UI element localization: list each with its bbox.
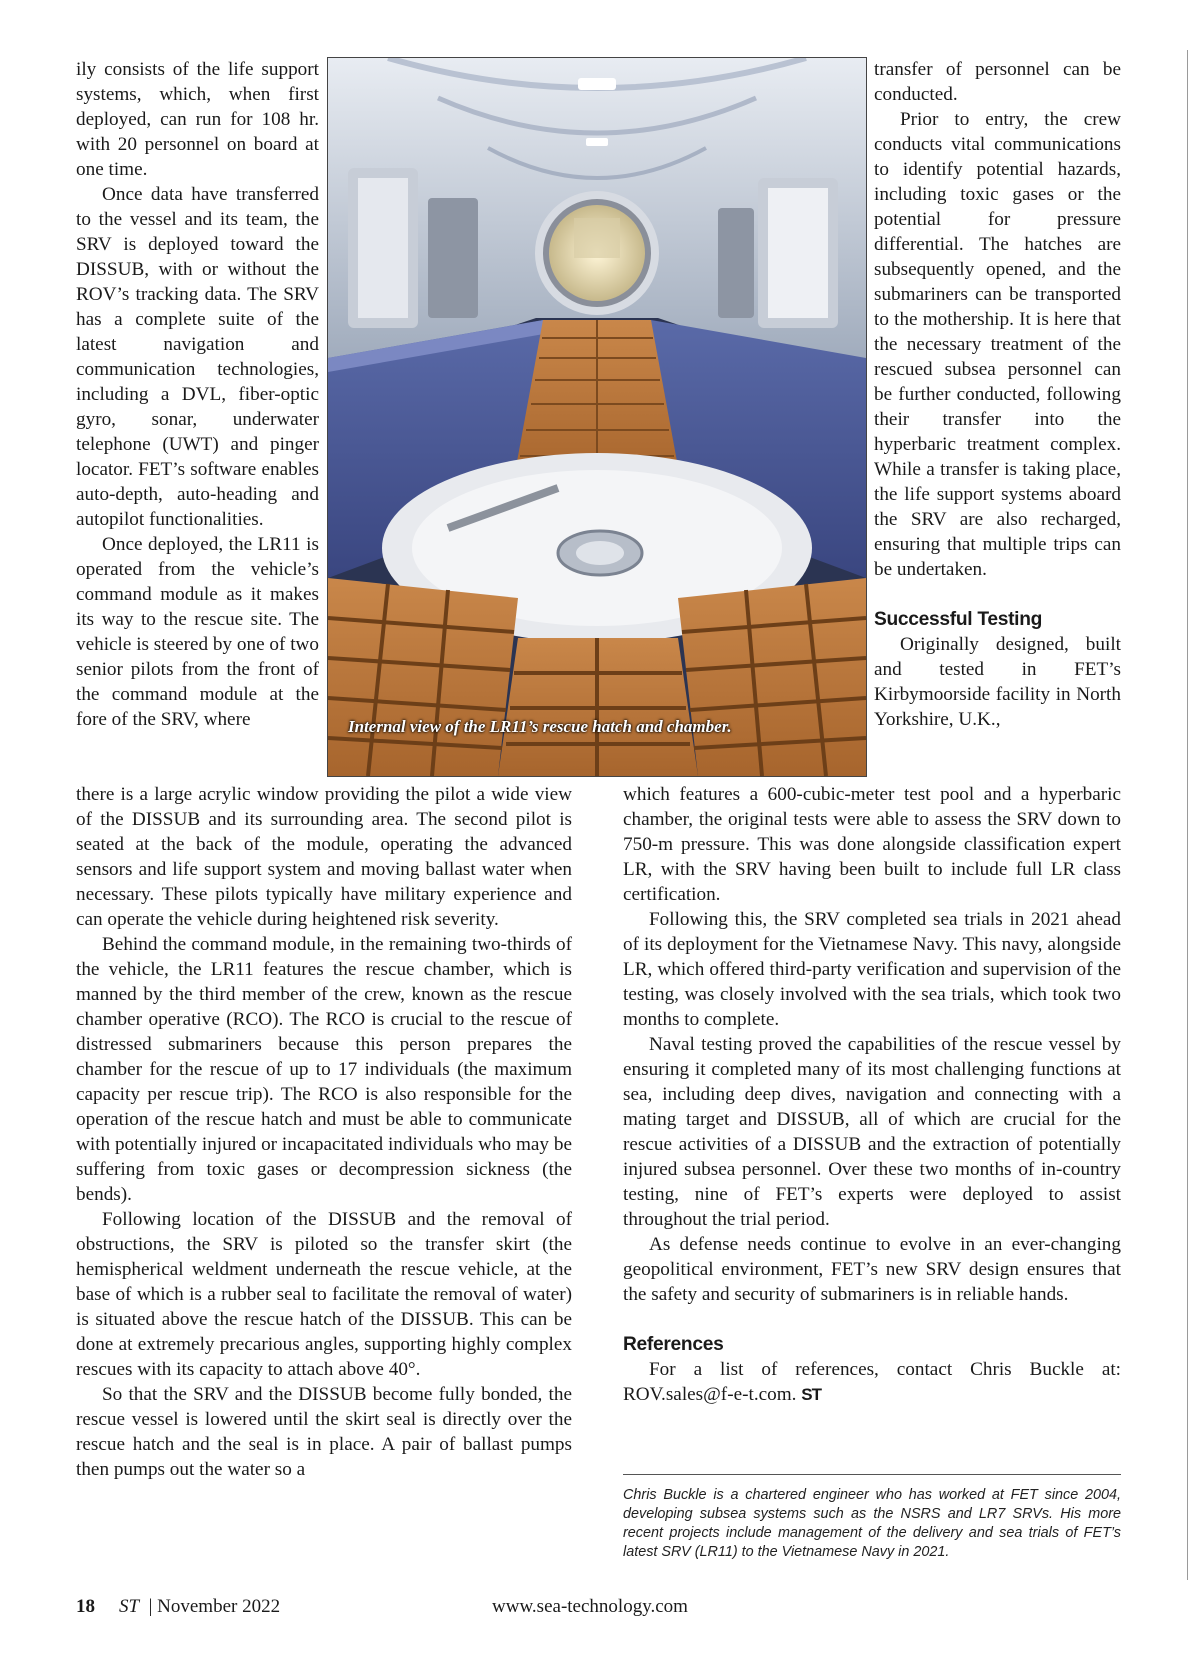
- paragraph: Originally designed, built and tested in FET’s Kirbymoorside facility in North Yorkshire, U.K.,: [874, 634, 1121, 730]
- references-heading: References: [623, 1334, 724, 1355]
- left-column-top: [76, 57, 319, 732]
- section-heading: Successful Testing: [874, 609, 1043, 630]
- page-number: 18: [76, 1596, 95, 1617]
- references-paragraph: [623, 1357, 1121, 1407]
- paragraph: Prior to entry, the crew conducts vital communications to identify potential hazards, including toxic gases or the potential for pressure differential. The hatches are subsequently opened, and the submariners can be transported to the mothership. It is here that the necessary treatment of the rescued subsea personnel can be further conducted, following their transfer into the hyperbaric treatment complex. While a transfer is taking place, the life support systems aboard the SRV are also recharged, ensuring that multiple trips can be undertaken.: [874, 109, 1121, 580]
- paragraph: there is a large acrylic window providing the pilot a wide view of the DISSUB and its surrounding area. The second pilot is seated at the back of the module, operating the advanced sensors and life support system and moving ballast water when necessary. These pilots typically have military experience and can operate the vehicle during heightened risk severity.: [76, 784, 572, 930]
- footer-url[interactable]: www.sea-technology.com: [492, 1596, 688, 1617]
- paragraph: transfer of personnel can be conducted.: [874, 59, 1121, 105]
- paragraph: So that the SRV and the DISSUB become fully bonded, the rescue vessel is lowered until the skirt seal is directly over the rescue hatch and the seal is in place. A pair of ballast pumps then pumps out the water so a: [76, 1384, 572, 1480]
- rescue-chamber-illustration: [328, 58, 866, 776]
- paragraph: Naval testing proved the capabilities of the rescue vessel by ensuring it completed many of its most challenging functions at sea, including deep dives, navigation and connecting with a mating target and DISSUB, all of which are crucial for the rescue activities of a DISSUB and the extraction of potentially injured subsea personnel. Over these two months of in-country testing, nine of FET’s experts were deployed to assist throughout the trial period.: [623, 1034, 1121, 1230]
- paragraph: ily consists of the life support systems, which, when first deployed, can run for 108 hr. with 20 personnel on board at one time.: [76, 59, 319, 180]
- paragraph: Following this, the SRV completed sea trials in 2021 ahead of its deployment for the Vietnamese Navy. This navy, alongside LR, which offered third-party verification and supervision of the testing, was closely involved with the sea trials, which took two months to complete.: [623, 909, 1121, 1030]
- left-column-bottom: [76, 782, 572, 1482]
- issue-date: | November 2022: [148, 1596, 281, 1617]
- bio-divider: [623, 1474, 1121, 1475]
- paragraph: As defense needs continue to evolve in an ever-changing geopolitical environment, FET’s new SRV design ensures that the safety and security of submariners is in reliable hands.: [623, 1234, 1121, 1305]
- column-rule: [1187, 50, 1188, 1580]
- paragraph: Once data have transferred to the vessel and its team, the SRV is deployed toward the DISSUB, with or without the ROV’s tracking data. The SRV has a complete suite of the latest navigation and communication technologies, including a DVL, fiber-optic gyro, sonar, underwater telephone (UWT) and pinger locator. FET’s software enables auto-depth, auto-heading and autopilot functionalities.: [76, 184, 319, 530]
- references-text[interactable]: For a list of references, contact Chris Buckle at: ROV.sales@f-e-t.com.: [623, 1359, 1121, 1405]
- right-column-top: [874, 57, 1121, 732]
- paragraph: Behind the command module, in the remaining two-thirds of the vehicle, the LR11 features the rescue chamber, which is manned by the third member of the crew, known as the rescue chamber operative (RCO). The RCO is crucial to the rescue of distressed submariners because this person prepares the chamber for the rescue of up to 17 individuals (the maximum capacity per rescue trip). The RCO is also responsible for the operation of the rescue hatch and must be able to communicate with potentially injured or incapacitated individuals who may be suffering from toxic gases or decompression sickness (the bends).: [76, 934, 572, 1205]
- paragraph: Once deployed, the LR11 is operated from the vehicle’s command module as it makes its way to the rescue site. The vehicle is steered by one of two senior pilots from the front of the command module at the fore of the SRV, where: [76, 534, 319, 730]
- paragraph: Following location of the DISSUB and the removal of obstructions, the SRV is piloted so the transfer skirt (the hemispherical weldment underneath the rescue vehicle, at the base of which is a rubber seal to facilitate the removal of water) is situated above the rescue hatch of the DISSUB. This can be done at extremely precarious angles, supporting highly complex rescues with its capacity to attach above 40°.: [76, 1209, 572, 1380]
- magazine-name: ST: [119, 1596, 140, 1617]
- end-mark-logo: ST: [801, 1385, 821, 1404]
- paragraph: which features a 600-cubic-meter test pool and a hyperbaric chamber, the original tests were able to assess the SRV down to 750-m pressure. This was done alongside classification expert LR, with the SRV having been built to include full LR class certification.: [623, 784, 1121, 905]
- author-bio: Chris Buckle is a chartered engineer who has worked at FET since 2004, developing subsea systems such as the NSRS and LR7 SRVs. His more recent projects include management of the delivery and sea trials of FET’s latest SRV (LR11) to the Vietnamese Navy in 2021.: [623, 1487, 1121, 1560]
- right-column-bottom: [623, 782, 1121, 1407]
- footer-left: [76, 1596, 280, 1618]
- figure-photo: [327, 57, 867, 777]
- figure-caption: Internal view of the LR11’s rescue hatch and chamber.: [348, 717, 732, 736]
